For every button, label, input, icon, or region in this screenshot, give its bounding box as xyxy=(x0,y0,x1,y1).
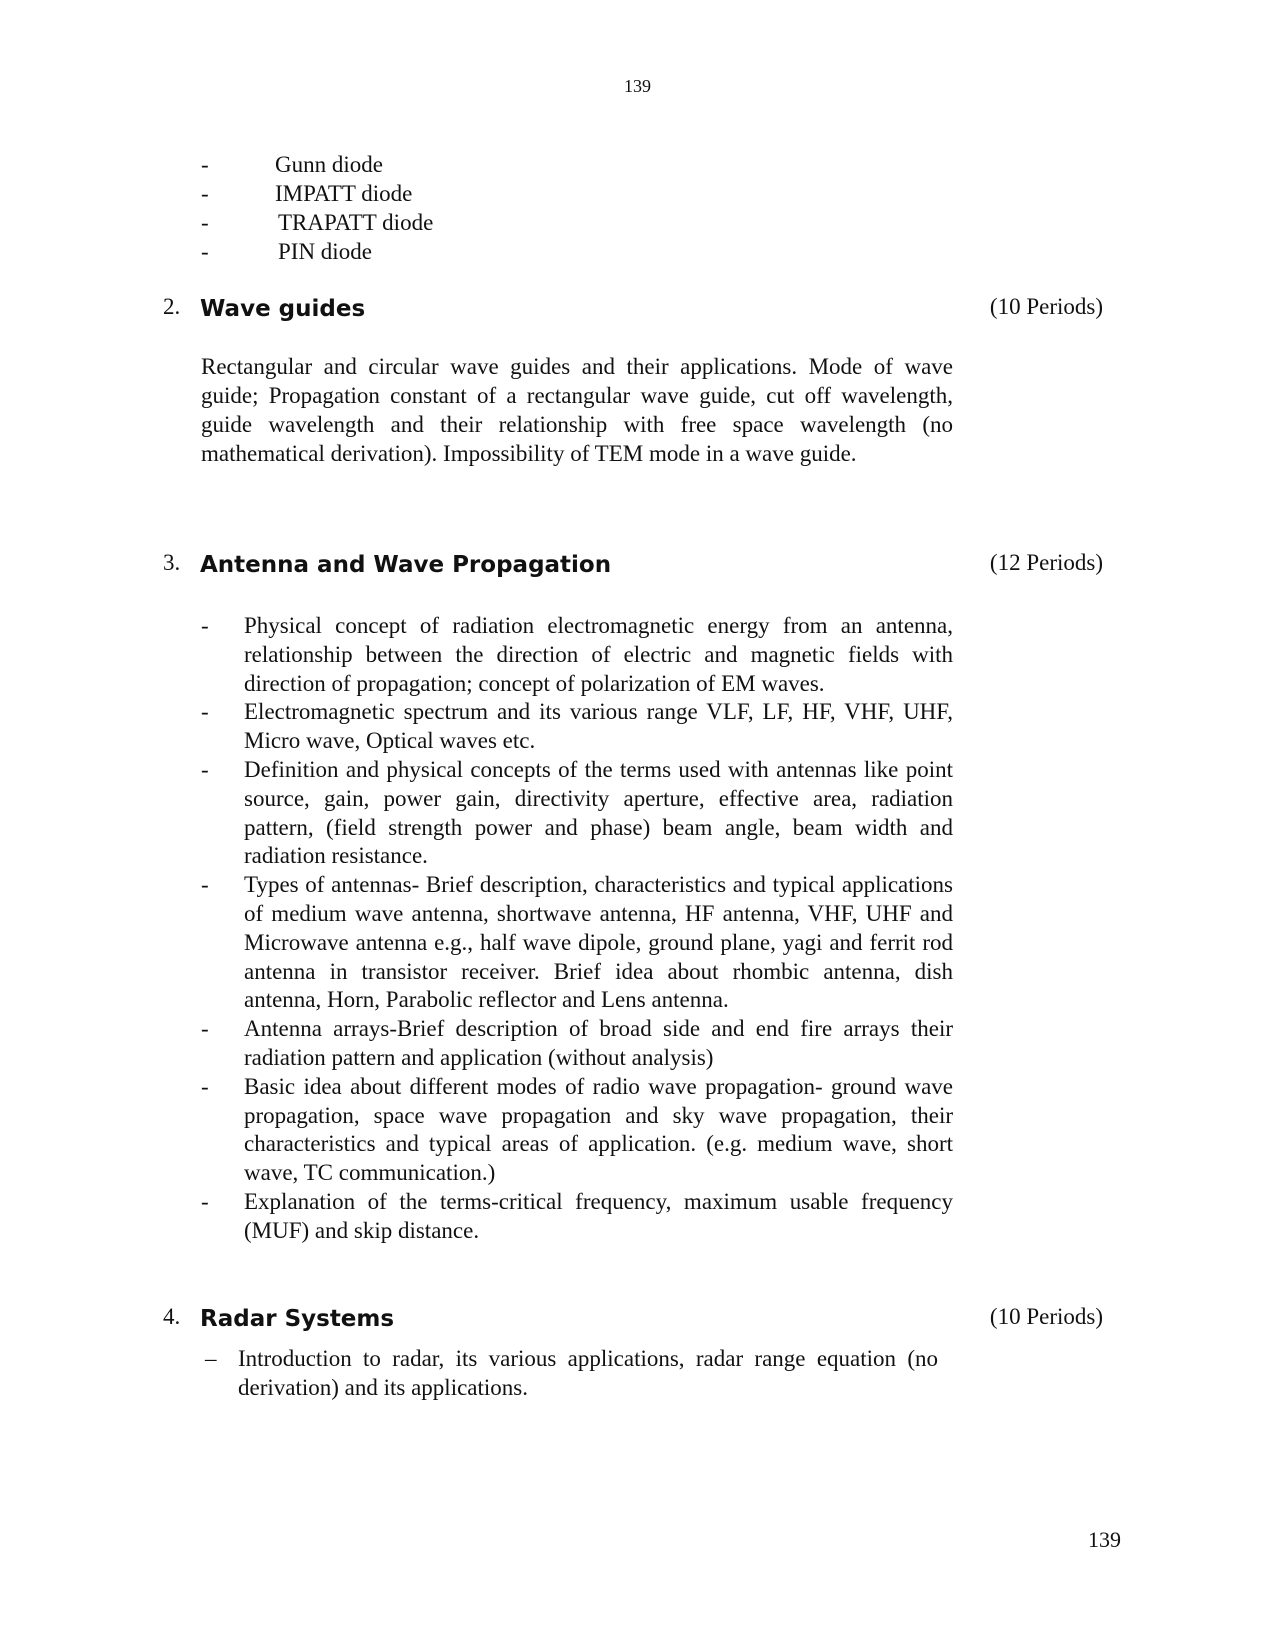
section-periods: (10 Periods) xyxy=(989,1304,1103,1329)
list-item xyxy=(201,1073,953,1188)
section-title: Wave guides xyxy=(200,296,366,322)
list-item-text: TRAPATT diode xyxy=(278,210,434,235)
section-heading xyxy=(163,1304,1103,1336)
list-dash: - xyxy=(201,1188,209,1214)
list-dash: - xyxy=(201,181,209,206)
list-item xyxy=(205,1344,938,1402)
list-dash: - xyxy=(201,239,209,264)
section-paragraph: Rectangular and circular wave guides and their applications. Mode of wave guide; Propagation constant of a rectangular wave guide, cut off wavelength, guide wavelength and their relationship with free space wavelength (no mathematical derivation). Impossibility of TEM mode in a wave guide. xyxy=(201,354,953,466)
list-item xyxy=(201,179,433,208)
list-item-text: Antenna arrays-Brief description of broad side and end fire arrays their radiation pattern and application (without analysis) xyxy=(244,1016,953,1070)
list-dash: - xyxy=(201,210,209,235)
list-item xyxy=(201,698,953,756)
list-item-text: Definition and physical concepts of the terms used with antennas like point source, gain, power gain, directivity aperture, effective area, radiation pattern, (field strength power and phase) beam angle, beam width and radiation resistance. xyxy=(244,756,953,869)
section-antenna-propagation xyxy=(163,550,1103,582)
list-item xyxy=(201,756,953,871)
list-item-text: PIN diode xyxy=(278,239,372,264)
list-dash: - xyxy=(201,699,209,725)
section-wave-guides xyxy=(163,294,1103,326)
section-title: Radar Systems xyxy=(200,1306,395,1332)
list-dash: – xyxy=(205,1346,217,1371)
section-radar-systems xyxy=(163,1304,1103,1336)
list-dash: - xyxy=(201,152,209,177)
section-periods: (10 Periods) xyxy=(989,294,1103,319)
section-title: Antenna and Wave Propagation xyxy=(200,552,612,578)
list-item-text: Electromagnetic spectrum and its various range VLF, LF, HF, VHF, UHF, Micro wave, Optical waves etc. xyxy=(244,699,953,754)
list-dash: - xyxy=(201,1073,209,1099)
diode-list xyxy=(201,150,433,266)
list-item-text: Explanation of the terms-critical frequency, maximum usable frequency (MUF) and skip distance. xyxy=(244,1188,953,1243)
list-dash: - xyxy=(201,756,209,782)
list-item-text: Physical concept of radiation electromagnetic energy from an antenna, relationship between the direction of electric and magnetic fields with direction of propagation; concept of polarization of EM waves. xyxy=(244,613,953,696)
list-item xyxy=(201,612,953,698)
list-item xyxy=(201,150,433,179)
section-heading xyxy=(163,550,1103,582)
list-dash: - xyxy=(201,872,209,898)
list-dash: - xyxy=(201,1016,209,1042)
list-item-text: Types of antennas- Brief description, characteristics and typical applications of medium wave antenna, shortwave antenna, HF antenna, VHF, UHF and Microwave antenna e.g., half wave dipole, ground plane, yagi and ferrit rod antenna in transistor receiver. Brief idea about rhombic antenna, dish antenna, Horn, Parabolic reflector and Lens antenna. xyxy=(244,872,953,1013)
section-number: 2. xyxy=(163,294,181,319)
section-heading xyxy=(163,294,1103,326)
list-item-text: Introduction to radar, its various applications, radar range equation (no derivation) and its applications. xyxy=(238,1346,938,1400)
section-number: 3. xyxy=(163,550,181,575)
page-number-top: 139 xyxy=(624,76,651,96)
list-dash: - xyxy=(201,613,209,638)
list-item-text: IMPATT diode xyxy=(275,181,413,206)
page-number-bottom: 139 xyxy=(1088,1527,1121,1552)
list-item xyxy=(201,871,953,1015)
section-number: 4. xyxy=(163,1304,181,1329)
list-item-text: Basic idea about different modes of radio wave propagation- ground wave propagation, space wave propagation and sky wave propagation, their characteristics and typical areas of application. (e.g. medium wave, short wave, TC communication.) xyxy=(244,1073,953,1186)
list-item xyxy=(201,1015,953,1073)
list-item xyxy=(201,208,433,237)
list-item-text: Gunn diode xyxy=(275,152,383,177)
antenna-topic-list xyxy=(201,612,953,1246)
radar-topic-list xyxy=(205,1344,938,1402)
list-item xyxy=(201,1188,953,1246)
list-item xyxy=(201,237,433,266)
section-periods: (12 Periods) xyxy=(989,550,1103,575)
